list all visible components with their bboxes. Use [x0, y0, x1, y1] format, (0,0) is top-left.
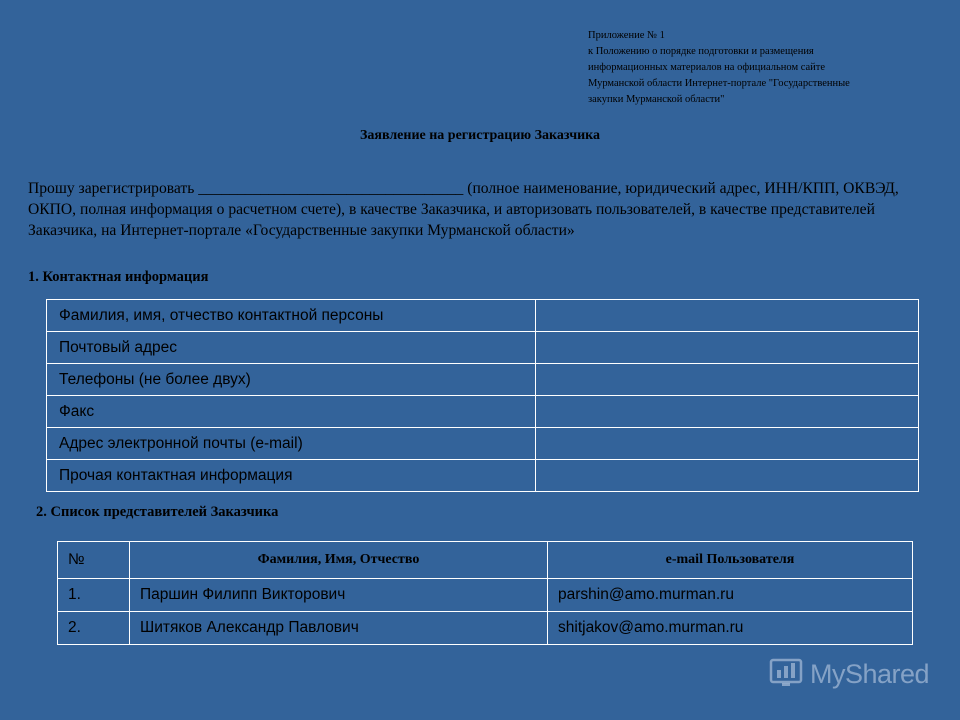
section-heading-representatives: 2. Список представителей Заказчика [36, 504, 279, 520]
request-paragraph: Прошу зарегистрировать __________________________________ (полное наименование, юридический адрес, ИНН/КПП, ОКВЭД, ОКПО, полная информация о расчетном счете), в качестве Заказчика, и авторизовать пользователей, в качестве представителей Заказчика, на Интернет-портале «Государственные закупки Мурманской области» [28, 180, 899, 239]
column-header-name: Фамилия, Имя, Отчество [130, 542, 548, 579]
contact-field-label: Телефоны (не более двух) [47, 364, 536, 396]
appendix-line: закупки Мурманской области" [588, 94, 725, 105]
contact-field-label: Почтовый адрес [47, 332, 536, 364]
contact-field-value [536, 332, 919, 364]
table-header-row [58, 542, 913, 579]
column-header-email: e-mail Пользователя [548, 542, 913, 579]
contact-field-value [536, 460, 919, 492]
contact-field-label: Факс [47, 396, 536, 428]
contact-field-label: Адрес электронной почты (e-mail) [47, 428, 536, 460]
representative-email: parshin@amo.murman.ru [548, 579, 913, 612]
appendix-line: Приложение № 1 [588, 30, 665, 41]
table-row [47, 332, 919, 364]
table-row [58, 612, 913, 645]
table-row [47, 396, 919, 428]
representative-name: Шитяков Александр Павлович [130, 612, 548, 645]
table-row [47, 460, 919, 492]
representative-name: Паршин Филипп Викторович [130, 579, 548, 612]
section-heading-contact: 1. Контактная информация [28, 269, 209, 285]
myshared-watermark [768, 656, 929, 692]
appendix-line: Мурманской области Интернет-портале "Государственные [588, 78, 850, 89]
table-row [47, 364, 919, 396]
table-row [47, 300, 919, 332]
appendix-line: к Положению о порядке подготовки и размещения [588, 46, 814, 57]
table-row [58, 579, 913, 612]
watermark-text: MyShared [810, 658, 930, 689]
row-number: 2. [58, 612, 130, 645]
contact-field-label: Прочая контактная информация [47, 460, 536, 492]
appendix-line: информационных материалов на официальном сайте [588, 62, 826, 73]
contact-field-value [536, 300, 919, 332]
table-row [47, 428, 919, 460]
contact-field-label: Фамилия, имя, отчество контактной персоны [47, 300, 536, 332]
document-title: Заявление на регистрацию Заказчика [359, 128, 601, 143]
myshared-logo-icon [768, 654, 804, 695]
contact-info-table [46, 299, 919, 492]
representative-email: shitjakov@amo.murman.ru [548, 612, 913, 645]
contact-field-value [536, 428, 919, 460]
contact-field-value [536, 364, 919, 396]
row-number: 1. [58, 579, 130, 612]
contact-field-value [536, 396, 919, 428]
representatives-table [57, 541, 913, 645]
column-header-number: № [58, 542, 130, 579]
appendix-note [588, 28, 948, 108]
